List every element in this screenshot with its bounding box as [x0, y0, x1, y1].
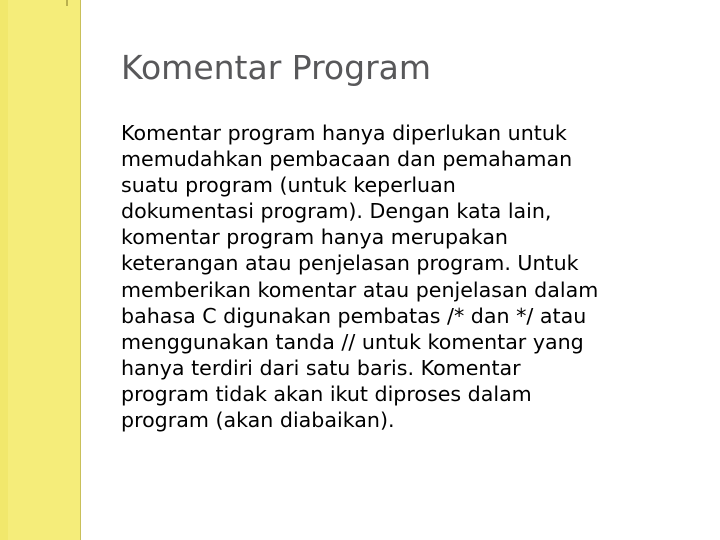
body-line: dokumentasi program). Dengan kata lain, — [121, 199, 552, 224]
corner-mark — [66, 0, 68, 6]
decorative-side-band — [0, 0, 81, 540]
body-line: program (akan diabaikan). — [121, 408, 395, 433]
body-line: memberikan komentar atau penjelasan dalam — [121, 277, 599, 302]
body-line: memudahkan pembacaan dan pemahaman — [121, 147, 573, 172]
body-line: suatu program (untuk keperluan — [121, 173, 456, 198]
slide-body-text — [121, 120, 701, 433]
body-line: menggunakan tanda // untuk komentar yang — [121, 329, 584, 354]
body-line: bahasa C digunakan pembatas /* dan */ atau — [121, 303, 587, 328]
body-line: hanya terdiri dari satu baris. Komentar — [121, 355, 521, 380]
body-line: program tidak akan ikut diproses dalam — [121, 381, 532, 406]
slide-title: Komentar Program — [121, 48, 432, 87]
side-band-stripe — [0, 0, 8, 540]
body-line: Komentar program hanya diperlukan untuk — [121, 121, 567, 145]
body-line: keterangan atau penjelasan program. Untuk — [121, 251, 579, 276]
body-line: komentar program hanya merupakan — [121, 225, 508, 250]
